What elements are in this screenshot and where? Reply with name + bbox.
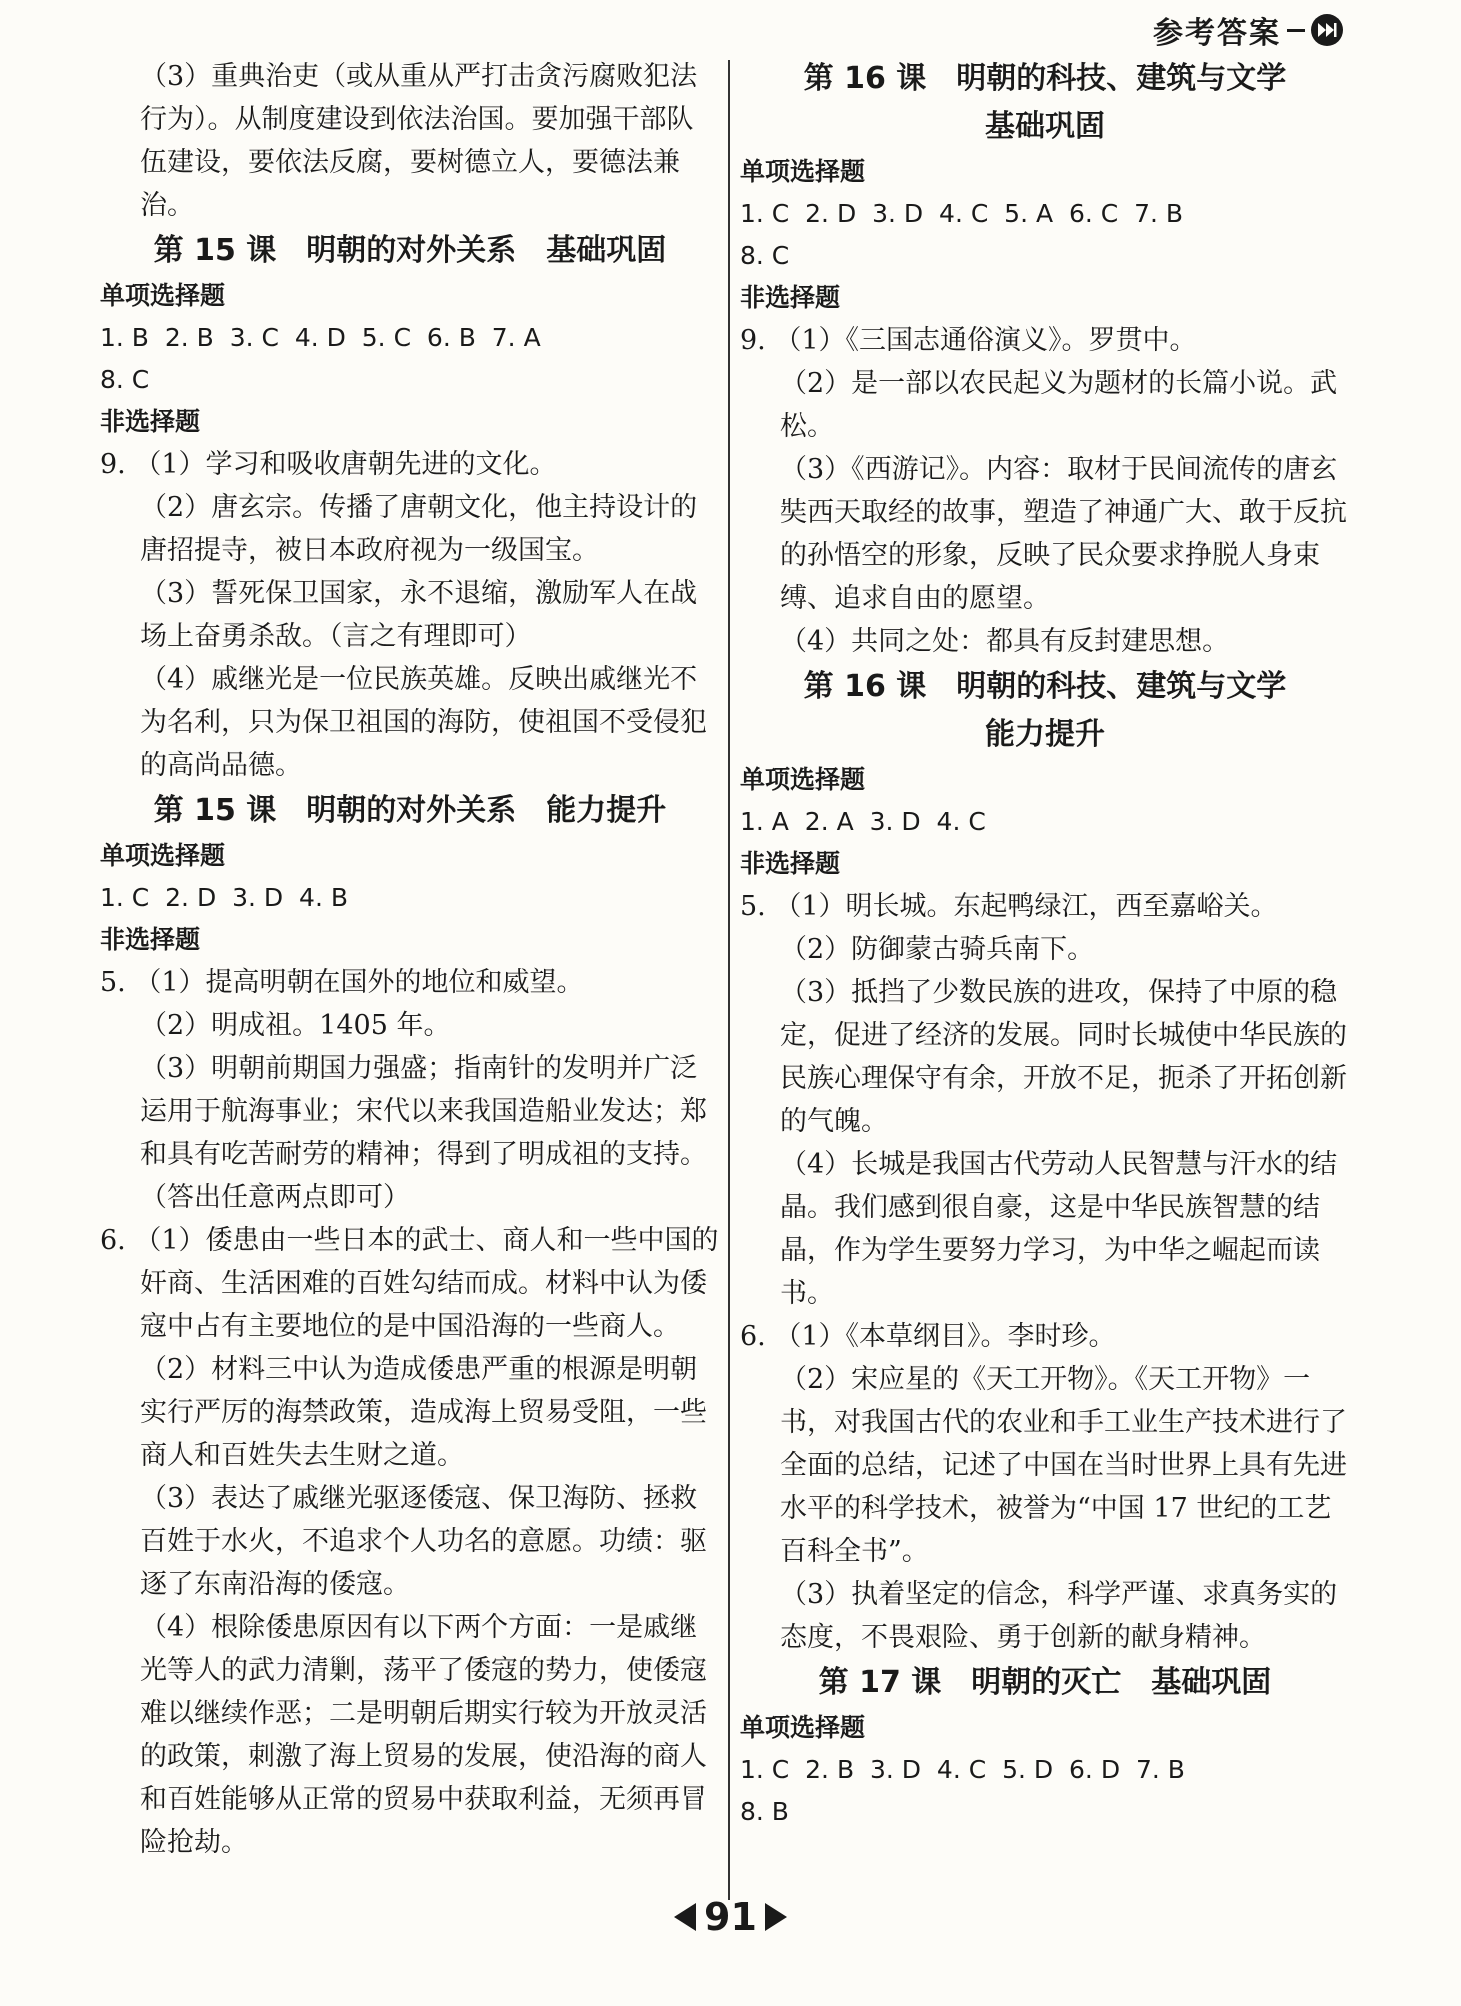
page-header (1153, 8, 1343, 52)
answer-paragraph: （3）誓死保卫国家，永不退缩，激励军人在战场上奋勇杀敌。（言之有理即可） (140, 578, 698, 652)
lesson-heading: 第 16 课 明朝的科技、建筑与文学 (803, 61, 1287, 96)
lesson-heading: 第 15 课 明朝的对外关系 能力提升 (153, 793, 667, 828)
answer-paragraph: 5. （1）提高明朝在国外的地位和威望。 (100, 967, 584, 998)
right-column (740, 55, 1350, 1833)
choice-answers: 8. B (740, 1797, 789, 1826)
answer-paragraph: 6. （1）倭患由一些日本的武士、商人和一些中国的奸商、生活困难的百姓勾结而成。材料中认为倭寇中占有主要地位的是中国沿海的一些商人。 (100, 1225, 719, 1342)
choice-answers: 1. C 2. D 3. D 4. B (100, 883, 348, 912)
lesson-heading: 基础巩固 (985, 109, 1105, 144)
answer-paragraph: （3）《西游记》。内容：取材于民间流传的唐玄奘西天取经的故事，塑造了神通广大、敢于反抗的孙悟空的形象，反映了民众要求挣脱人身束缚、追求自由的愿望。 (780, 454, 1347, 614)
answer-paragraph: 9. （1）学习和吸收唐朝先进的文化。 (100, 449, 557, 480)
page-number: 91 (704, 1895, 757, 1939)
question-type-label: 单项选择题 (740, 157, 866, 186)
arrow-right-icon (765, 1903, 787, 1931)
choice-answers: 1. C 2. B 3. D 4. C 5. D 6. D 7. B (740, 1755, 1185, 1784)
question-type-label: 非选择题 (100, 407, 201, 436)
answer-paragraph: 6. （1）《本草纲目》。李时珍。 (740, 1321, 1116, 1352)
answer-paragraph: （3）明朝前期国力强盛；指南针的发明并广泛运用于航海事业；宋代以来我国造船业发达；郑和具有吃苦耐劳的精神；得到了明成祖的支持。（答出任意两点即可） (140, 1053, 707, 1213)
lesson-heading: 能力提升 (985, 717, 1105, 752)
answer-paragraph: （2）是一部以农民起义为题材的长篇小说。武松。 (780, 368, 1338, 442)
answer-paragraph: （3）表达了戚继光驱逐倭寇、保卫海防、拯救百姓于水火，不追求个人功名的意愿。功绩：驱逐了东南沿海的倭寇。 (140, 1483, 707, 1600)
question-type-label: 单项选择题 (740, 1713, 866, 1742)
answer-paragraph: （2）明成祖。1405 年。 (140, 1010, 451, 1041)
lesson-heading: 第 17 课 明朝的灭亡 基础巩固 (818, 1665, 1272, 1700)
question-type-label: 非选择题 (740, 849, 841, 878)
lesson-heading: 第 15 课 明朝的对外关系 基础巩固 (153, 233, 667, 268)
choice-answers: 1. C 2. D 3. D 4. C 5. A 6. C 7. B (740, 199, 1184, 228)
choice-answers: 1. A 2. A 3. D 4. C (740, 807, 986, 836)
choice-answers: 1. B 2. B 3. C 4. D 5. C 6. B 7. A (100, 323, 541, 352)
answer-paragraph: （2）宋应星的《天工开物》。《天工开物》一书，对我国古代的农业和手工业生产技术进行了全面的总结，记述了中国在当时世界上具有先进水平的科学技术，被誉为“中国 17 世纪的工艺百科全书”。 (780, 1364, 1347, 1567)
answer-paragraph: （3）抵挡了少数民族的进攻，保持了中原的稳定，促进了经济的发展。同时长城使中华民族的民族心理保守有余，开放不足，扼杀了开拓创新的气魄。 (780, 977, 1347, 1137)
answer-paragraph: （4）根除倭患原因有以下两个方面：一是戚继光等人的武力清剿，荡平了倭寇的势力，使倭寇难以继续作恶；二是明朝后期实行较为开放灵活的政策，刺激了海上贸易的发展，使沿海的商人和百姓能够从正常的贸易中获取利益，无须再冒险抢劫。 (140, 1612, 707, 1858)
answer-paragraph: （3）执着坚定的信念，科学严谨、求真务实的态度，不畏艰险、勇于创新的献身精神。 (780, 1579, 1338, 1653)
header-title: 参考答案 (1153, 16, 1281, 51)
question-type-label: 非选择题 (100, 925, 201, 954)
answer-paragraph: 9. （1）《三国志通俗演义》。罗贯中。 (740, 325, 1197, 356)
page-footer (0, 1895, 1461, 1939)
answer-paragraph: （3）重典治吏（或从重从严打击贪污腐败犯法行为）。从制度建设到依法治国。要加强干部队伍建设，要依法反腐，要树德立人，要德法兼治。 (140, 61, 698, 221)
question-type-label: 单项选择题 (100, 281, 226, 310)
forward-icon (1311, 14, 1343, 46)
answer-paragraph: （4）共同之处：都具有反封建思想。 (780, 626, 1230, 657)
answer-paragraph: 5. （1）明长城。东起鸭绿江，西至嘉峪关。 (740, 891, 1278, 922)
arrow-left-icon (674, 1903, 696, 1931)
column-divider (728, 60, 730, 1900)
answer-paragraph: （2）唐玄宗。传播了唐朝文化，他主持设计的唐招提寺，被日本政府视为一级国宝。 (140, 492, 698, 566)
answer-paragraph: （2）防御蒙古骑兵南下。 (780, 934, 1095, 965)
answer-paragraph: （2）材料三中认为造成倭患严重的根源是明朝实行严厉的海禁政策，造成海上贸易受阻，一些商人和百姓失去生财之道。 (140, 1354, 707, 1471)
left-column (100, 55, 720, 1864)
choice-answers: 8. C (740, 241, 790, 270)
question-type-label: 单项选择题 (100, 841, 226, 870)
header-dash (1287, 29, 1305, 32)
choice-answers: 8. C (100, 365, 150, 394)
answer-paragraph: （4）戚继光是一位民族英雄。反映出戚继光不为名利，只为保卫祖国的海防，使祖国不受侵犯的高尚品德。 (140, 664, 707, 781)
lesson-heading: 第 16 课 明朝的科技、建筑与文学 (803, 669, 1287, 704)
answer-paragraph: （4）长城是我国古代劳动人民智慧与汗水的结晶。我们感到很自豪，这是中华民族智慧的结晶，作为学生要努力学习，为中华之崛起而读书。 (780, 1149, 1338, 1309)
question-type-label: 单项选择题 (740, 765, 866, 794)
question-type-label: 非选择题 (740, 283, 841, 312)
